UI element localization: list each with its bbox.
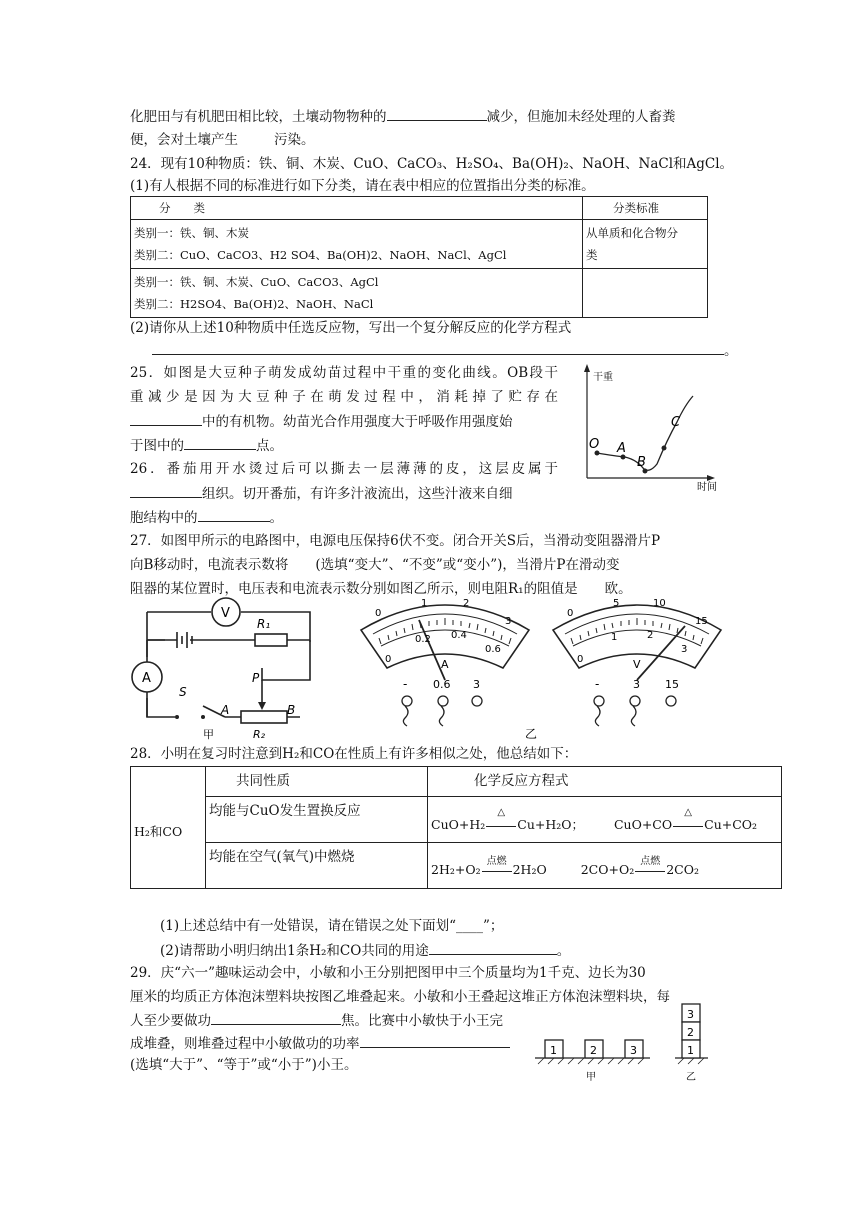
q28-q1: (1)上述总结中有一处错误，请在错误之处下面划“____”；: [160, 918, 504, 934]
circuit-diagram: [125, 592, 335, 740]
caption-jia: 甲: [203, 728, 214, 740]
q24-q2-answer: [152, 340, 738, 361]
rheostat-r2: [241, 711, 287, 723]
equation-cell-2: [428, 843, 782, 889]
answer-blank[interactable]: [130, 411, 202, 426]
q23-text-b: 减少，但施加未经处理的人畜粪: [486, 109, 676, 125]
answer-blank[interactable]: [429, 940, 557, 955]
vol-outer-3: 15: [695, 616, 708, 627]
q27-line2: 向B移动时，电流表示数将 (选填“变大”、“不变”或“变小”)，当滑片P在滑动变: [130, 557, 620, 573]
property-1: 均能与CuO发生置换反应: [206, 797, 428, 843]
period: 。: [724, 343, 738, 359]
standard-cell-2[interactable]: [583, 269, 708, 318]
vol-outer-0: 0: [567, 608, 574, 619]
vol-inner-1: 1: [611, 632, 618, 643]
eq-left: CuO+H₂: [431, 816, 486, 832]
vol-term-3: 3: [633, 678, 640, 691]
amm-outer-0: 0: [375, 608, 382, 619]
amm-inner-1: 0.2: [415, 634, 431, 645]
amm-outer-2: 2: [463, 598, 470, 609]
q26-line1: 26．番茄用开水烫过后可以撕去一层薄薄的皮，这层皮属于: [130, 461, 558, 477]
stack-label-3: 3: [687, 1008, 694, 1021]
answer-blank[interactable]: [198, 507, 270, 522]
eq-left: 2H₂+O₂: [431, 862, 481, 877]
reaction-arrow: [485, 806, 517, 832]
r2-label: R₂: [253, 728, 266, 740]
q26-text: 。: [269, 510, 283, 526]
heat-sign: △: [497, 806, 506, 818]
q23-text-d: 污染。: [274, 132, 315, 148]
eq-left: CuO+CO: [613, 816, 673, 832]
q29-line4: [130, 1033, 510, 1054]
q26-text: 胞结构中的: [130, 510, 198, 526]
q24-intro: 24．现有10种物质：铁、铜、木炭、CuO、CaCO₃、H₂SO₄、Ba(OH)₂、NaOH、NaCl和AgCl。: [130, 156, 734, 172]
vol-term-minus: -: [595, 677, 600, 691]
stack-label-1: 1: [687, 1044, 694, 1057]
group2-cat2: 类别二：H2SO4、Ba(OH)2、NaOH、NaCl: [134, 297, 374, 311]
q29-line5: (选填“大于”、“等于”或“小于”)小王。: [130, 1057, 358, 1073]
answer-blank[interactable]: [211, 1010, 341, 1025]
q25-text: 点。: [256, 438, 283, 454]
foam-blocks-figure: [530, 1000, 720, 1086]
standard-cell-1[interactable]: [583, 220, 708, 269]
header-class: 分 类: [131, 197, 583, 220]
q29-text: 人至少要做功: [130, 1013, 211, 1029]
amm-term-3: 3: [473, 678, 480, 691]
vol-outer-1: 5: [613, 598, 620, 609]
vol-inner-2: 2: [647, 630, 654, 641]
standard-text-a: 从单质和化合物分: [586, 226, 678, 240]
answer-blank[interactable]: [184, 435, 256, 450]
amm-term-minus: -: [403, 677, 408, 691]
eq-right: 2CO₂: [666, 862, 699, 877]
eq-right: Cu+H₂O；: [517, 816, 584, 832]
group-row-2: [131, 269, 583, 318]
property-2: 均能在空气(氧气)中燃烧: [206, 843, 428, 889]
slider-label: P: [252, 671, 260, 685]
caption-yi: 乙: [686, 1072, 696, 1083]
classification-table: [130, 196, 708, 318]
q23-line1: [130, 106, 676, 127]
answer-blank[interactable]: [360, 1033, 510, 1048]
amm-unit: A: [441, 658, 449, 671]
standard-text-b: 类: [586, 248, 598, 262]
block-label-1: 1: [550, 1044, 557, 1057]
vol-inner-3: 3: [681, 644, 688, 655]
end-a-label: A: [221, 703, 230, 717]
reaction-arrow: [672, 806, 704, 832]
amm-outer-3: 3: [505, 616, 512, 627]
q26-text: 组织。切开番茄，有许多汁液流出，这些汁液来自细: [202, 486, 513, 502]
q29-text: 成堆叠，则堆叠过程中小敏做功的功率: [130, 1036, 360, 1052]
block-label-2: 2: [590, 1044, 597, 1057]
q25-text: 于图中的: [130, 438, 184, 454]
q28-text: 。: [556, 943, 571, 959]
q28-q2: [160, 940, 570, 961]
resistor-r1: [255, 634, 287, 646]
voltmeter-label: V: [221, 606, 230, 621]
q25-line2: 重减少是因为大豆种子在萌发过程中，消耗掉了贮存在: [130, 389, 558, 405]
end-b-label: B: [287, 703, 296, 717]
dry-weight-graph: [575, 360, 725, 492]
h2-co-table: [130, 766, 782, 889]
q27-line3: 阻器的某位置时，电压表和电流表示数分别如图乙所示，则电阻R₁的阻值是 欧。: [130, 581, 632, 597]
voltmeter-dial: [553, 598, 721, 726]
meter-panels: [355, 590, 725, 745]
q23-text-a: 化肥田与有机肥田相比较，土壤动物物种的: [130, 109, 387, 125]
q29-line3: [130, 1010, 503, 1031]
reaction-arrow: [634, 856, 666, 877]
block-label-3: 3: [630, 1044, 637, 1057]
vol-inner-0: 0: [577, 654, 584, 665]
r1-label: R₁: [257, 617, 271, 631]
caption-yi: 乙: [525, 727, 538, 741]
answer-blank[interactable]: [130, 483, 202, 498]
q23-text-c: 便，会对土壤产生: [130, 132, 238, 148]
y-axis-label: 干重: [593, 372, 613, 383]
q29-text: 焦。比赛中小敏快于小王完: [341, 1013, 503, 1029]
amm-inner-3: 0.6: [485, 644, 501, 655]
q29-line2: 厘米的均质正方体泡沫塑料块按图乙堆叠起来。小敏和小王叠起这堆正方体泡沫塑料块，每: [130, 989, 670, 1005]
header-common: 共同性质: [206, 767, 428, 797]
vol-term-15: 15: [665, 678, 679, 691]
point-A: A: [617, 441, 626, 456]
group-row-1: [131, 220, 583, 269]
q26-line2: [130, 483, 513, 504]
eq-right: 2H₂O: [512, 862, 547, 877]
reaction-arrow: [481, 856, 513, 877]
answer-line[interactable]: [152, 340, 724, 355]
heat-sign: △: [684, 806, 692, 818]
amm-inner-2: 0.4: [451, 630, 467, 641]
equation-cell-1: [428, 797, 782, 843]
point-B: B: [637, 455, 646, 470]
eq-right: Cu+CO₂: [704, 816, 758, 832]
amm-outer-1: 1: [421, 598, 428, 609]
amm-term-06: 0.6: [433, 678, 451, 691]
q28-text: (2)请帮助小明归纳出1条H₂和CO共同的用途: [160, 943, 429, 959]
ignite-label: 点燃: [640, 856, 661, 867]
stack-label-2: 2: [687, 1026, 694, 1039]
ammeter-dial: [361, 598, 529, 726]
q29-line1: 29．庆“六一”趣味运动会中，小敏和小王分别把图甲中三个质量均为1千克、边长为30: [130, 965, 646, 981]
point-O: O: [589, 437, 600, 452]
q24-q1: (1)有人根据不同的标准进行如下分类，请在表中相应的位置指出分类的标准。: [130, 178, 595, 194]
group1-cat2: 类别二：CuO、CaCO3、H2 SO4、Ba(OH)2、NaOH、NaCl、AgCl: [134, 248, 507, 262]
answer-blank[interactable]: [387, 106, 487, 121]
eq-left: 2CO+O₂: [580, 862, 635, 877]
group2-cat1: 类别一：铁、铜、木炭、CuO、CaCO3、AgCl: [134, 275, 379, 289]
vol-unit: V: [633, 658, 641, 671]
header-equation: 化学反应方程式: [428, 767, 782, 797]
q26-line3: [130, 507, 283, 528]
q25-line1: 25．如图是大豆种子萌发成幼苗过程中干重的变化曲线。OB段干: [130, 365, 558, 381]
q23-line2: [130, 130, 315, 150]
q25-text: 中的有机物。幼苗光合作用强度大于呼吸作用强度始: [202, 414, 513, 430]
caption-jia: 甲: [586, 1072, 596, 1083]
q25-line4: [130, 435, 283, 456]
ammeter-label: A: [142, 671, 151, 686]
q28-intro: 28．小明在复习时注意到H₂和CO在性质上有许多相似之处，他总结如下：: [130, 746, 578, 762]
switch-label: S: [179, 685, 187, 699]
q27-line1: 27．如图甲所示的电路图中，电源电压保持6伏不变。闭合开关S后，当滑动变阻器滑片P: [130, 533, 661, 549]
header-standard: 分类标准: [583, 197, 708, 220]
q25-line3: [130, 411, 513, 432]
group1-cat1: 类别一：铁、铜、木炭: [134, 226, 249, 240]
subject-cell: H₂和CO: [131, 767, 206, 889]
q24-q2: (2)请你从上述10种物质中任选反应物，写出一个复分解反应的化学方程式: [130, 320, 572, 336]
x-axis-label: 时间: [697, 482, 717, 492]
point-C: C: [671, 415, 681, 430]
vol-outer-2: 10: [653, 598, 666, 609]
amm-inner-0: 0: [385, 654, 392, 665]
ignite-label: 点燃: [486, 856, 507, 867]
